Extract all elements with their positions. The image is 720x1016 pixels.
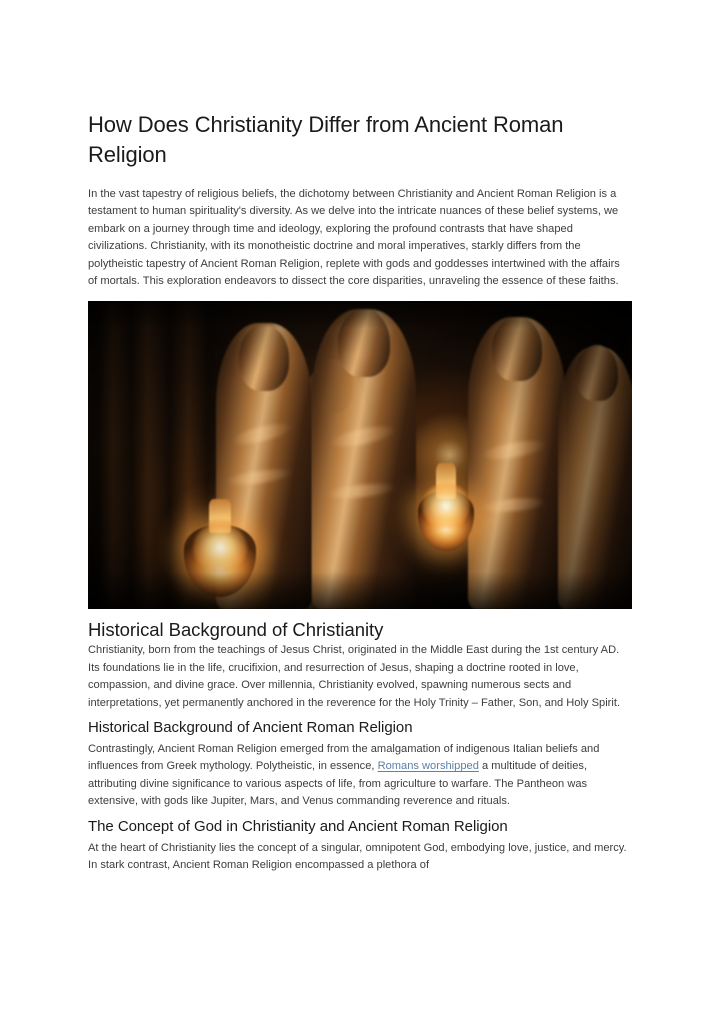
section-heading-roman-history: Historical Background of Ancient Roman Religion (88, 719, 413, 737)
image-softness (88, 301, 632, 609)
page-title: How Does Christianity Differ from Ancient Roman Religion (88, 112, 564, 167)
hero-image (88, 301, 632, 609)
section-heading-concept-of-god: The Concept of God in Christianity and Ancient Roman Religion (88, 817, 508, 835)
section-body-christianity-history: Christianity, born from the teachings of Jesus Christ, originated in the Middle East during the 1st century AD. Its foundations lie in the life, crucifixion, and resurrection of Jesus, shaping a doctrine rooted in love, compassion, and divine grace. Over millennia, Christianity evolved, spawning numerous sects and interpretations, yet permanently anchored in the reverence for the Holy Trinity – Father, Son, and Holy Spirit. (88, 644, 621, 709)
section-heading-christianity-history: Historical Background of Christianity (88, 619, 384, 641)
intro-paragraph: In the vast tapestry of religious beliefs, the dichotomy between Christianity and Ancient Roman Religion is a testament to human spirituality's diversity. As we delve into the intricate nuances of these belief systems, we embark on a journey through time and ideology, exploring the profound contrasts that have shaped civilizations. Christianity, with its monotheistic doctrine and moral imperatives, starkly differs from the polytheistic tapestry of Ancient Roman Religion, replete with gods and goddesses intertwined with the affairs of mortals. This exploration endeavors to dissect the core disparities, unraveling the essence of these faiths. (88, 188, 620, 288)
romans-worshipped-link[interactable]: Romans worshipped (377, 760, 479, 773)
section-body-concept-of-god: At the heart of Christianity lies the concept of a singular, omnipotent God, embodying love, justice, and mercy. In stark contrast, Ancient Roman Religion encompassed a plethora of (88, 841, 627, 872)
document-content (88, 0, 632, 875)
section-body-roman-history (88, 738, 632, 811)
roman-history-text-after-link: a multitude of deities, attributing divine significance to various aspects of life, from agriculture to warfare. The Pantheon was extensive, with gods like Jupiter, Mars, and Venus commanding reverence and rituals. (88, 760, 588, 808)
roman-history-text-before-link: Contrastingly, Ancient Roman Religion emerged from the amalgamation of indigenous Italian beliefs and influences from Greek mythology. Polytheistic, in essence, (88, 743, 600, 773)
